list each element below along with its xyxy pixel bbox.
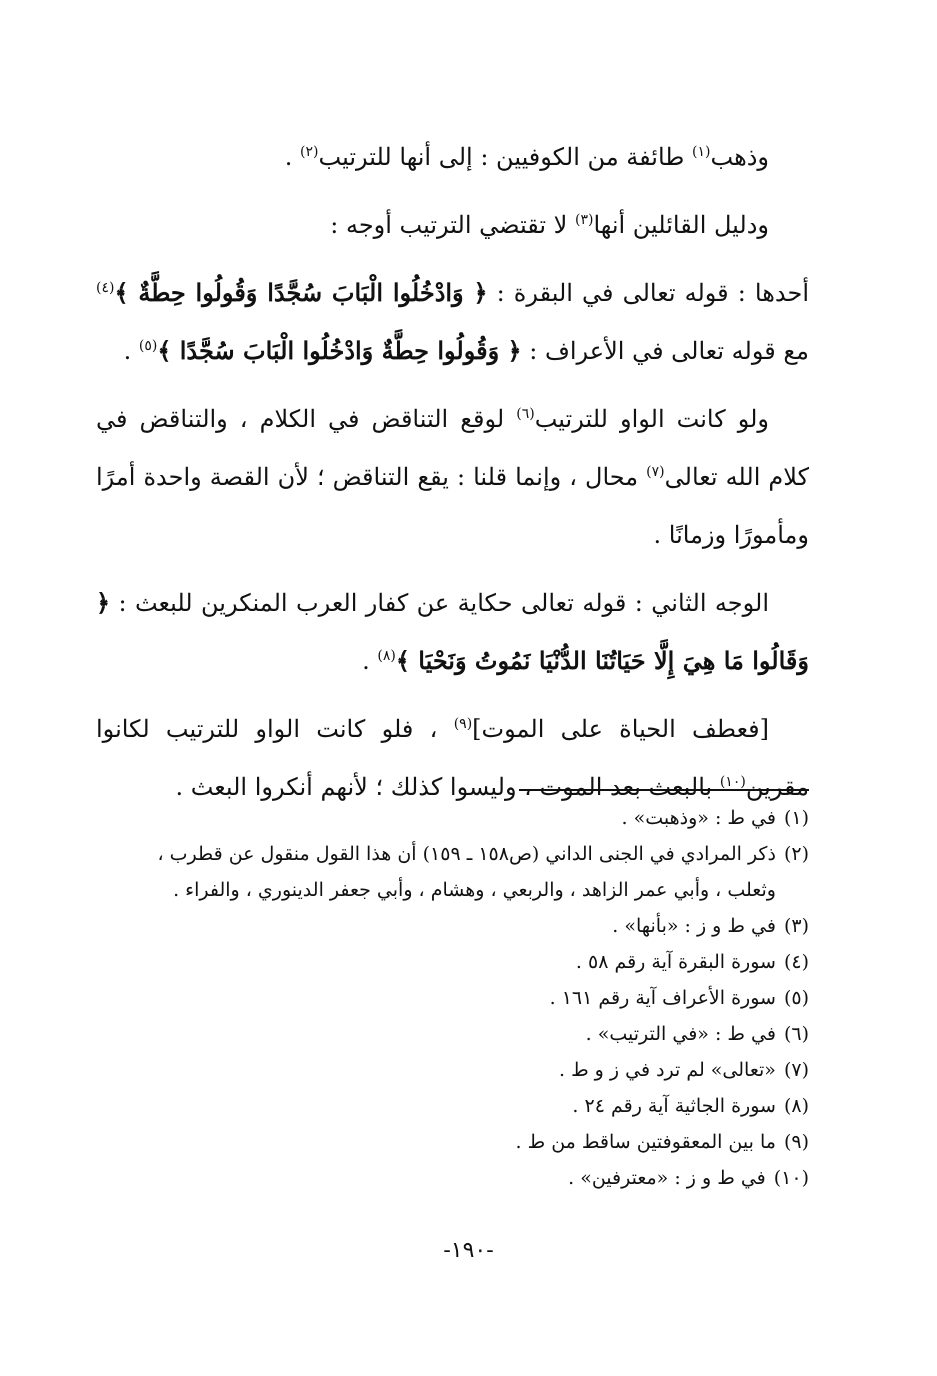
footnote-number: (٧) — [783, 1059, 809, 1081]
footnote — [110, 1088, 809, 1124]
text-run: وذهب — [710, 143, 769, 171]
main-text — [96, 128, 809, 826]
footnote — [110, 1124, 809, 1160]
footnote-number: (١) — [783, 807, 809, 829]
quran-verse: ﴿ وَقُولُوا حِطَّةٌ وَادْخُلُوا الْبَابَ سُجَّدًا ﴾ — [157, 336, 522, 365]
footnote — [110, 836, 809, 908]
footnote-number: (١٠) — [773, 1167, 809, 1189]
text-run: مع قوله تعالى في الأعراف : — [521, 337, 809, 365]
footnote — [110, 944, 809, 980]
footnote-text: ما بين المعقوفتين ساقط من ط . — [515, 1131, 776, 1153]
footnote-number: (٦) — [783, 1023, 809, 1045]
footnote — [110, 908, 809, 944]
text-run: . — [123, 337, 139, 365]
footnote-number: (٢) — [783, 843, 809, 865]
paragraph — [96, 264, 809, 380]
footnote — [110, 1052, 809, 1088]
footnote-text: في ط : «في الترتيب» . — [585, 1023, 776, 1045]
text-run: لوقع التناقض في الكلام ، والتناقض في كلام الله تعالى — [96, 405, 810, 491]
footnote — [110, 1016, 809, 1052]
footnote — [110, 800, 809, 836]
text-run: محال ، وإنما قلنا : يقع التناقض ؛ لأن القصة واحدة أمرًا ومأمورًا وزمانًا . — [96, 463, 809, 549]
paragraph — [96, 128, 809, 186]
footnote-ref: (٩) — [453, 716, 473, 732]
footnote — [110, 1160, 809, 1196]
text-run: ، فلو كانت الواو للترتيب لكانوا مقرين — [96, 715, 809, 801]
text-run: . — [284, 143, 301, 171]
footnote-text: «تعالى» لم ترد في ز و ط . — [558, 1059, 776, 1081]
text-run: ولو كانت الواو للترتيب — [534, 405, 769, 433]
paragraph — [96, 700, 809, 816]
footnotes — [110, 800, 809, 1196]
text-run: بالبعث بعد الموت ، وليسوا كذلك ؛ لأنهم أنكروا البعث . — [175, 773, 720, 801]
paragraph — [96, 196, 809, 254]
text-run: لا تقتضي الترتيب أوجه : — [330, 211, 575, 239]
footnote-ref: (٥) — [138, 338, 158, 354]
text-run: طائفة من الكوفيين : إلى أنها للترتيب — [318, 143, 693, 171]
text-run: ودليل القائلين أنها — [593, 211, 769, 239]
footnote-ref: (٣) — [574, 212, 594, 228]
footnote-number: (٩) — [783, 1131, 809, 1153]
footnote-ref: (٧) — [646, 464, 665, 480]
text-run: . — [362, 647, 378, 675]
footnote — [110, 980, 809, 1016]
paragraph — [96, 574, 809, 690]
footnote-ref: (٦) — [516, 406, 535, 422]
footnote-separator — [519, 789, 809, 791]
footnote-text: سورة الأعراف آية رقم ١٦١ . — [549, 987, 776, 1009]
footnote-number: (٨) — [783, 1095, 809, 1117]
quran-verse: ﴿ وَادْخُلُوا الْبَابَ سُجَّدًا وَقُولُوا حِطَّةٌ ﴾ — [114, 278, 488, 307]
text-run: أحدها : قوله تعالى في البقرة : — [487, 279, 809, 307]
page-number: -١٩٠- — [443, 1238, 494, 1263]
footnote-text: سورة البقرة آية رقم ٥٨ . — [575, 951, 776, 973]
footnote-text: سورة الجاثية آية رقم ٢٤ . — [572, 1095, 776, 1117]
footnote-ref: (٢) — [300, 144, 319, 160]
footnote-ref: (١٠) — [719, 774, 746, 790]
footnote-number: (٤) — [783, 951, 809, 973]
footnote-ref: (١) — [692, 144, 711, 160]
footnote-text: في ط و ز : «معترفين» . — [568, 1167, 766, 1189]
footnote-number: (٥) — [783, 987, 809, 1009]
footnote-text: في ط و ز : «بأنها» . — [612, 915, 776, 937]
footnote-number: (٣) — [783, 915, 809, 937]
footnote-text: ذكر المرادي في الجنى الداني (ص١٥٨ ـ ١٥٩) أن هذا القول منقول عن قطرب ، وثعلب ، وأبي عمر الزاهد ، والربعي ، وهشام ، وأبي جعفر الدينوري ، والفراء . — [157, 843, 776, 901]
footnote-ref: (٨) — [377, 648, 396, 664]
quran-verse: ﴿ وَقَالُوا مَا هِيَ إِلَّا حَيَاتُنَا الدُّنْيَا نَمُوتُ وَنَحْيَا ﴾ — [96, 588, 809, 675]
footnote-ref: (٤) — [96, 280, 115, 296]
text-run: [فعطف الحياة على الموت] — [472, 715, 770, 743]
text-run: الوجه الثاني : قوله تعالى حكاية عن كفار العرب المنكرين للبعث : — [110, 589, 769, 617]
paragraph — [96, 390, 809, 564]
footnote-text: في ط : «وذهبت» . — [621, 807, 776, 829]
